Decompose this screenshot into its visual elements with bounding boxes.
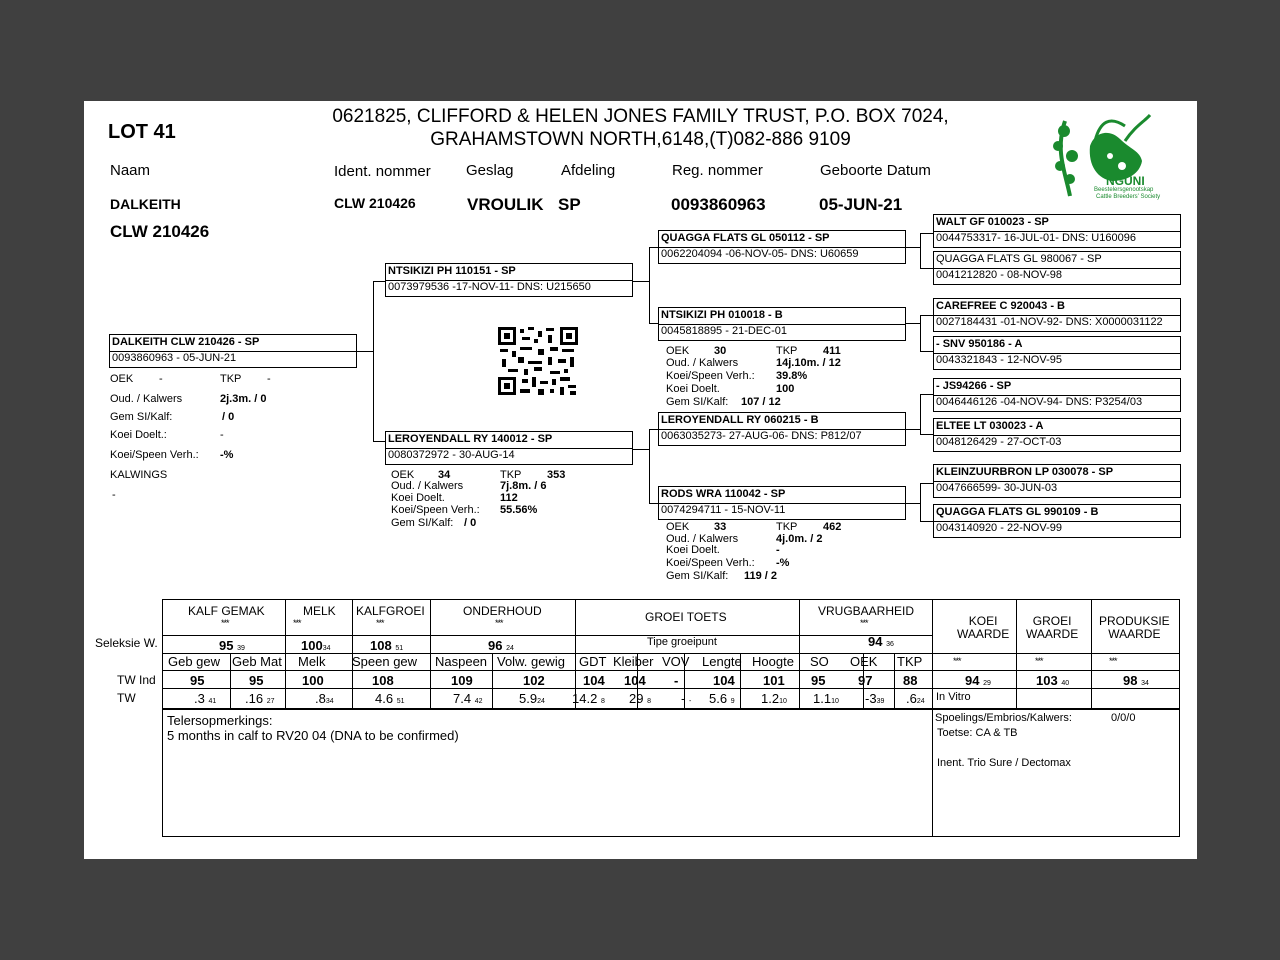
tw-acc: 51 [396,698,405,705]
tw-cell [245,691,275,706]
twind-cell: 95 [249,673,264,688]
owner-line-2: GRAHAMSTOWN NORTH,6148,(T)082-886 9109 [430,129,851,150]
logo-subtitle-2: Cattle Breeders' Society [1096,194,1161,200]
wv-value: 94 [965,673,980,688]
tw-value: 5.6 [709,691,728,706]
dam-tkp-value: 353 [547,469,566,481]
remarks-text: 5 months in calf to RV20 04 (DNA to be confirmed) [167,728,459,743]
sel-kalfgemak [219,638,245,653]
self-kalwings-label: KALWINGS [110,469,168,481]
gg-line: 0047666599- 30-JUN-03 [936,482,1058,494]
dam-dam-line: 0074294711 - 15-NOV-11 [661,504,786,516]
dd-gem-label: Gem SI/Kalf: [666,570,729,582]
sire-sire-name: QUAGGA FLATS GL 050112 - SP [661,232,830,244]
col-vov: VOV [662,654,690,669]
flushings-label: Spoelings/Embrios/Kalwers: [935,712,1072,724]
sel-acc: 24 [506,645,514,652]
gg-line: 0027184431 -01-NOV-92- DNS: X0000031122 [936,316,1163,328]
dam-line: 0080372972 - 30-AUG-14 [388,449,515,461]
gg-box-7 [933,464,1181,498]
tw-acc: 10 [831,698,839,705]
dam-dam-box [658,486,906,520]
tw-value: 29 [629,691,644,706]
self-gem-label: Gem SI/Kalf: [110,411,173,423]
header-kalfgemak: KALF GEMAK [188,604,265,618]
row-label-twind: TW Ind [117,673,156,687]
label-ident: Ident. nommer [334,163,431,180]
stars-koeiwaarde: *** [953,656,961,666]
tw-cell [629,691,651,706]
tw-acc: 27 [266,698,275,705]
animal-section: SP [558,195,581,214]
sire-dam-line: 0045818895 - 21-DEC-01 [661,325,787,337]
gg-box-6 [933,418,1181,452]
dd-koei-value: - [776,544,780,556]
tw-acc: 24 [916,698,925,705]
dam-speen-label: Koei/Speen Verh.: [391,504,480,516]
sel-onderhoud [488,638,514,653]
tw-value: .8 [315,691,326,706]
self-speen-label: Koei/Speen Verh.: [110,449,199,461]
tw-acc: 10 [779,698,787,705]
tw-acc: 42 [474,698,483,705]
wv-acc: 29 [983,680,991,687]
stars-groeiwaarde: *** [1035,656,1043,666]
label-naam: Naam [110,162,151,179]
twind-cell: 108 [372,673,394,688]
tw-cell [681,691,691,706]
tw-acc: 41 [208,698,217,705]
self-oek-value: - [159,373,163,385]
dd-tkp-label: TKP [776,521,798,533]
twind-cell: 88 [903,673,918,688]
gg-box-8 [933,504,1181,538]
tw-acc: 9 [730,698,735,705]
twind-cell: 95 [811,673,826,688]
flushings-value: 0/0/0 [1111,712,1136,724]
sire-sire-line: 0062204094 -06-NOV-05- DNS: U60659 [661,248,859,260]
sel-vrugbaarheid [868,634,894,649]
twind-cell: 95 [190,673,205,688]
dam-box [385,431,633,465]
dd-gem-value: 119 / 2 [744,570,778,582]
animal-name-2: CLW 210426 [110,222,210,241]
label-afdeling: Afdeling [561,162,616,179]
sel-value: 96 [488,638,503,653]
tw-cell [375,691,405,706]
self-tkp-value: - [267,373,271,385]
qr-code-icon [498,327,578,395]
self-oud-label: Oud. / Kalwers [110,393,183,405]
stars-produksie: *** [1109,656,1117,666]
dd-oek-label: OEK [666,521,690,533]
twind-cell: 102 [523,673,545,688]
col-melk: Melk [298,654,326,669]
tw-cell [572,691,605,706]
dd-oek-value: 33 [714,521,727,533]
gg-box-1 [933,214,1181,248]
twind-cell: 104 [713,673,735,688]
sel-acc: 36 [886,641,894,648]
animal-birthdate: 05-JUN-21 [819,195,903,214]
header-koeiwaarde-line-1: KOEI [968,614,998,628]
sd-gem-value: 107 / 12 [741,396,781,408]
gg-box-3 [933,298,1181,332]
header-koeiwaarde [957,615,1009,641]
tests-text: Toetse: CA & TB [937,727,1018,739]
remarks-title: Telersopmerkings: [167,713,273,728]
tw-cell [813,691,839,706]
tw-cell [709,691,735,706]
gg-name: QUAGGA FLATS GL 990109 - B [936,506,1099,518]
dd-koei-label: Koei Doelt. [666,544,720,556]
tw-value: 4.6 [375,691,394,706]
header-groeitoets: GROEI TOETS [645,610,727,624]
nguni-logo [1050,111,1170,203]
dd-speen-value: -% [776,557,790,569]
dam-koei-label: Koei Doelt. [391,492,445,504]
row-label-seleksie: Seleksie W. [95,636,158,650]
sd-koei-value: 100 [776,383,795,395]
sd-oek-label: OEK [666,345,690,357]
sire-dam-box [658,307,906,341]
tw-value: 5.9 [519,691,538,706]
qr-code [498,327,578,395]
col-volw-gewig: Volw. gewig [497,654,565,669]
dam-tkp-label: TKP [500,469,522,481]
twind-cell: 100 [302,673,324,688]
self-oek-label: OEK [110,373,134,385]
sire-line: 0073979536 -17-NOV-11- DNS: U215650 [388,281,591,293]
koeiwaarde-value [965,673,991,688]
tw-acc: - [688,698,692,705]
self-speen-value: -% [220,449,234,461]
dam-oek-label: OEK [391,469,415,481]
tw-cell [906,691,925,706]
header-produksie-line-2: WAARDE [1108,627,1161,641]
self-kalwings-value: - [112,489,116,501]
col-gdt: GDT [579,654,607,669]
wv-acc: 34 [1141,680,1149,687]
dam-sire-box [658,412,906,446]
wv-value: 98 [1123,673,1138,688]
gg-line: 0043321843 - 12-NOV-95 [936,354,1062,366]
header-tipe-groeipunt: Tipe groeipunt [647,636,717,648]
animal-name: DALKEITH [110,196,181,212]
dam-sire-line: 0063035273- 27-AUG-06- DNS: P812/07 [661,430,862,442]
self-gem-value: / 0 [222,411,235,423]
tw-cell [761,691,787,706]
self-box [109,334,357,368]
col-tkp: TKP [897,654,923,669]
lot-number: LOT 41 [108,121,176,143]
stars-melk: *** [293,618,301,628]
dam-koei-value: 112 [500,492,518,504]
dd-oud-value: 4j.0m. / 2 [776,533,823,545]
tw-value: 7.4 [453,691,472,706]
gg-line: 0041212820 - 08-NOV-98 [936,269,1062,281]
tw-value: .16 [245,691,264,706]
twind-cell: 104 [624,673,646,688]
sire-dam-name: NTSIKIZI PH 010018 - B [661,309,783,321]
twind-cell: 104 [583,673,605,688]
sel-acc: 51 [395,645,404,652]
self-koei-label: Koei Doelt.: [110,429,167,441]
header-vrugbaarheid: VRUGBAARHEID [818,604,915,618]
sd-speen-value: 39.8% [776,370,808,382]
sel-value: 108 [370,638,392,653]
gg-line: 0044753317- 16-JUL-01- DNS: U160096 [936,232,1136,244]
tw-acc: 8 [647,698,651,705]
sel-value: 100 [301,638,323,653]
label-geslag: Geslag [466,162,514,179]
dam-speen-value: 55.56% [500,504,538,516]
animal-ident: CLW 210426 [334,195,416,211]
gg-name: WALT GF 010023 - SP [936,216,1049,228]
dam-oek-value: 34 [438,469,451,481]
owner-line-1: 0621825, CLIFFORD & HELEN JONES FAMILY TRUST, P.O. BOX 7024, [332,106,949,127]
dd-speen-label: Koei/Speen Verh.: [666,557,755,569]
sd-tkp-value: 411 [823,345,841,357]
header-produksie-line-1: PRODUKSIE [1099,614,1170,628]
header-melk: MELK [303,604,336,618]
stars-onderhoud: *** [495,618,503,628]
tw-cell [865,691,884,706]
tw-value: 14.2 [572,691,598,706]
tw-value: .6 [906,691,917,706]
dam-gem-value: / 0 [464,517,477,529]
self-line: 0093860963 - 05-JUN-21 [112,352,237,364]
tw-cell [194,691,216,706]
sel-acc: 39 [237,645,245,652]
dam-name: LEROYENDALL RY 140012 - SP [388,433,553,445]
vaccination-text: Inent. Trio Sure / Dectomax [937,757,1071,769]
tw-acc: 39 [876,698,885,705]
gg-line: 0048126429 - 27-OCT-03 [936,436,1062,448]
col-lengte: Lengte [702,654,742,669]
col-speen-gew: Speen gew [352,654,418,669]
gg-name: CAREFREE C 920043 - B [936,300,1065,312]
gg-name: - SNV 950186 - A [936,338,1023,350]
sel-melk [301,638,331,653]
header-groeiwaarde-line-1: GROEI [1032,614,1072,628]
dam-gem-label: Gem SI/Kalf: [391,517,454,529]
sire-box [385,263,633,297]
in-vitro-label: In Vitro [936,691,971,703]
wv-value: 103 [1036,673,1058,688]
col-geb-mat: Geb Mat [232,654,282,669]
wv-acc: 40 [1061,680,1070,687]
header-groeiwaarde [1026,615,1078,641]
tw-value: 1.2 [761,691,780,706]
gg-box-5 [933,378,1181,412]
col-naspeen: Naspeen [435,654,488,669]
twind-cell: 101 [763,673,785,688]
gg-line: 0046446126 -04-NOV-94- DNS: P3254/03 [936,396,1143,408]
sd-oud-label: Oud. / Kalwers [666,357,739,369]
twind-cell: 97 [858,673,873,688]
sire-name: NTSIKIZI PH 110151 - SP [388,265,516,277]
tw-cell [519,691,545,706]
header-koeiwaarde-line-2: WAARDE [957,627,1010,641]
col-so: SO [810,654,829,669]
tw-value: .3 [194,691,205,706]
animal-reg: 0093860963 [671,195,766,214]
gg-box-4 [933,336,1181,370]
twind-cell: - [674,673,679,688]
evaluation-table [162,599,1180,837]
tw-value: - [681,691,686,706]
header-kalfgroei: KALFGROEI [356,604,425,618]
dam-sire-name: LEROYENDALL RY 060215 - B [661,414,819,426]
sel-kalfgroei [370,638,403,653]
pedigree-certificate [84,101,1197,859]
gg-name: ELTEE LT 030023 - A [936,420,1044,432]
gg-line: 0043140920 - 22-NOV-99 [936,522,1062,534]
dam-dam-name: RODS WRA 110042 - SP [661,488,786,500]
tw-cell [315,691,334,706]
gg-name: KLEINZUURBRON LP 030078 - SP [936,466,1114,478]
sd-oek-value: 30 [714,345,727,357]
col-kleiber: Kleiber [613,654,654,669]
dd-tkp-value: 462 [823,521,842,533]
stars-kalfgroei: *** [376,618,384,628]
gg-name: - JS94266 - SP [936,380,1012,392]
sd-speen-label: Koei/Speen Verh.: [666,370,755,382]
header-onderhoud: ONDERHOUD [463,604,542,618]
stars-vrugbaarheid: *** [860,618,868,628]
tw-acc: 8 [600,698,605,705]
sel-value: 94 [868,634,883,649]
self-oud-value: 2j.3m. / 0 [220,393,267,405]
tw-value: 1.1 [813,691,832,706]
animal-sex: VROULIK [467,195,544,214]
stars-kalfgemak: *** [221,618,229,628]
produksiewaarde-value [1123,673,1149,688]
col-oek: OEK [850,654,878,669]
gg-name: QUAGGA FLATS GL 980067 - SP [936,253,1102,265]
sd-gem-label: Gem SI/Kalf: [666,396,729,408]
sd-koei-label: Koei Doelt. [666,383,720,395]
dam-oud-label: Oud. / Kalwers [391,480,464,492]
header-produksie [1099,615,1170,641]
sd-oud-value: 14j.10m. / 12 [776,357,841,369]
self-name: DALKEITH CLW 210426 - SP [112,336,260,348]
groeiwaarde-value [1036,673,1069,688]
sel-acc: 34 [322,645,331,652]
self-tkp-label: TKP [220,373,242,385]
self-koei-value: - [220,429,224,441]
col-geb-gew: Geb gew [168,654,221,669]
owner-address [84,105,1197,151]
logo-text: NGUNI [1106,174,1145,188]
gg-box-2 [933,251,1181,285]
tw-acc: 24 [537,698,545,705]
dd-oud-label: Oud. / Kalwers [666,533,739,545]
header-groeiwaarde-line-2: WAARDE [1026,627,1079,641]
tw-acc: 34 [325,698,334,705]
label-reg: Reg. nommer [672,162,763,179]
twind-cell: 109 [451,673,473,688]
label-geboorte: Geboorte Datum [820,162,931,179]
logo-subtitle-1: Beestelersgenootskap [1094,187,1154,193]
sd-tkp-label: TKP [776,345,798,357]
sel-value: 95 [219,638,234,653]
tw-cell [453,691,483,706]
row-label-tw: TW [117,691,136,705]
col-hoogte: Hoogte [752,654,794,669]
sire-sire-box [658,230,906,264]
dam-oud-value: 7j.8m. / 6 [500,480,547,492]
tw-value: -3 [865,691,877,706]
